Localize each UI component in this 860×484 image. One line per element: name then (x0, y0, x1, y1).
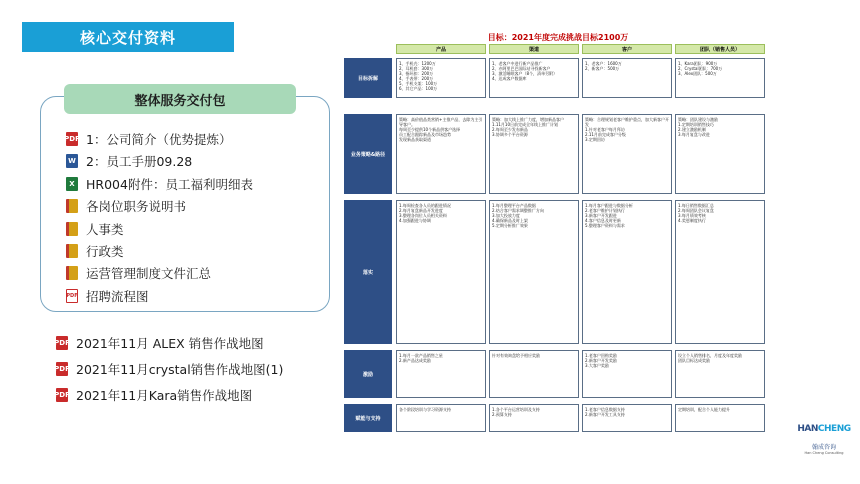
strategy-table (396, 44, 772, 56)
table-cell: 1.每日销售数据汇总 2.每周团队会议复盘 3.每月绩效考核 4.奖惩制度执行 (675, 200, 765, 344)
row-label: 赋能与支持 (344, 404, 392, 432)
table-cell: 策略：团队建设与激励 1.定期培训销售技巧 2.建立激励机制 3.每月复盘与改进 (675, 114, 765, 194)
page-title: 核心交付资料 (22, 22, 234, 52)
column-header: 客户 (582, 44, 672, 54)
table-cell: 1.老客户信息数据支持 2.新客户开发工具支持 (582, 404, 672, 432)
column-header: 产品 (396, 44, 486, 54)
folder-label: 行政类 (86, 243, 124, 259)
table-cell: 1.每月一款产品销售之星 2.新产品达成奖励 (396, 350, 486, 398)
file-item[interactable] (66, 128, 326, 150)
file-item[interactable] (66, 150, 326, 172)
table-header-row (396, 44, 772, 54)
row-label: 业务策略&路径 (344, 114, 392, 194)
folder-icon (66, 244, 78, 258)
file-label: 2021年11月crystal销售作战地图(1) (76, 362, 284, 377)
table-cell: 1.各个平台运营培训及支持 2.预算支持 (489, 404, 579, 432)
row-label: 目标拆解 (344, 58, 392, 98)
folder-item[interactable] (66, 240, 326, 262)
file-item[interactable] (56, 332, 336, 354)
file-item[interactable] (66, 285, 326, 307)
table-cell: 策略：加大线上推广力度，增加新品客户 1.11月10日前完成全年线上推广计划 2.每周至少发布新品 3.协调多个平台资源 (489, 114, 579, 194)
file-label: 2021年11月 ALEX 销售作战地图 (76, 336, 264, 351)
folder-item[interactable] (66, 195, 326, 217)
pdf-file-icon: PDF (56, 362, 68, 376)
logo-mark-right: CHENG (817, 424, 851, 434)
table-cell: 1.每周检查各人员的跟进情况 2.每月复盘新品开发进度 3.整理各岗位人员相关资料 4.加强跟进与协调 (396, 200, 486, 344)
folder-label: 人事类 (86, 221, 124, 237)
logo-mark (797, 424, 850, 434)
excel-file-icon: X (66, 177, 78, 191)
pdf-doc-icon: PDF (66, 289, 78, 303)
table-cell: 1.老客户回购奖励 2.新客户开发奖励 3.大客户奖励 (582, 350, 672, 398)
table-cell: 策略：合理规划老客户维护重点，加大新客户开发 1.针对老客户每月拜访 2.11月前完成客户分级 3.定期回访 (582, 114, 672, 194)
table-cell: 1.每月客户跟进与数据分析 2.老客户维护计划执行 3.新客户开发跟进 4.客户信息及时更新 5.整理客户资料与需求 (582, 200, 672, 344)
folder-icon (66, 222, 78, 236)
table-cell: 1、老客户中进行新产品推广 2、亦阿里巴巴国际站寻找新客户 3、激活睡眠客户（8个，清单另附） 4、达成客户数据库 (489, 58, 579, 98)
document-title: 目标：2021年度完成挑战目标2100万 (487, 33, 629, 42)
word-file-icon: W (66, 154, 78, 168)
table-cell: 1.每月整理平台产品数据 2.结合客户需求调整推广方向 3.加大投放力度 4.确保新品及时上架 5.定期分析推广效果 (489, 200, 579, 344)
file-label: 招聘流程图 (86, 288, 149, 304)
company-logo (796, 424, 852, 472)
logo-mark-left: HAN (797, 424, 818, 434)
row-label: 激励 (344, 350, 392, 398)
table-cell: 1、Kara团队：900万 2、Crystal团队：700万 3、Alex团队：500万 (675, 58, 765, 98)
file-label: 1：公司简介（优势提炼） (86, 132, 232, 147)
file-item[interactable] (56, 384, 336, 406)
table-cell: 定期培训，配合个人能力提升 (675, 404, 765, 432)
row-label: 落实 (344, 200, 392, 344)
table-cell: 针对有效询盘给予相应奖励 (489, 350, 579, 398)
folder-icon (66, 199, 78, 213)
folder-item[interactable] (66, 218, 326, 240)
table-cell: 各个阶段培训与学习资源支持 (396, 404, 486, 432)
table-cell: 策略：高价值品类营销+主推产品，去除为主引导客户。 每周至少提供10个新品供客户选择 员工配合跟踪新品及市场趋势 发现新品获取渠道 (396, 114, 486, 194)
file-item[interactable] (56, 358, 336, 380)
pdf-file-icon: PDF (56, 336, 68, 350)
file-label: 2021年11月Kara销售作战地图 (76, 388, 253, 403)
folder-label: 运营管理制度文件汇总 (86, 266, 212, 282)
logo-chinese-name: 翰成咨询 (811, 444, 836, 451)
file-item[interactable] (66, 173, 326, 195)
table-cell: 设立个人销售排名，月度及年度奖励 团队目标达成奖励 (675, 350, 765, 398)
folder-icon (66, 266, 78, 280)
folder-item[interactable] (66, 262, 326, 284)
sales-map-list (56, 332, 336, 410)
package-file-list (66, 128, 326, 307)
package-title: 整体服务交付包 (64, 84, 296, 114)
table-cell: 1、手机壳：1200万 2、耳机套：300万 3、指环扣：200万 4、手表带：200万 5、手机支架：100万 6、其它产品：100万 (396, 58, 486, 98)
file-label: HR004附件：员工福利明细表 (86, 176, 253, 192)
pdf-file-icon: PDF (56, 388, 68, 402)
folder-label: 各岗位职务说明书 (86, 199, 187, 215)
table-cell: 1、老客户：1600万 2、新客户：500万 (582, 58, 672, 98)
file-label: 2：员工手册09.28 (86, 154, 193, 170)
strategy-document (344, 32, 772, 448)
column-header: 团队（销售人员） (675, 44, 765, 54)
logo-english-name: Han Cheng Consulting (804, 451, 844, 455)
pdf-file-icon: PDF (66, 132, 78, 146)
column-header: 渠道 (489, 44, 579, 54)
